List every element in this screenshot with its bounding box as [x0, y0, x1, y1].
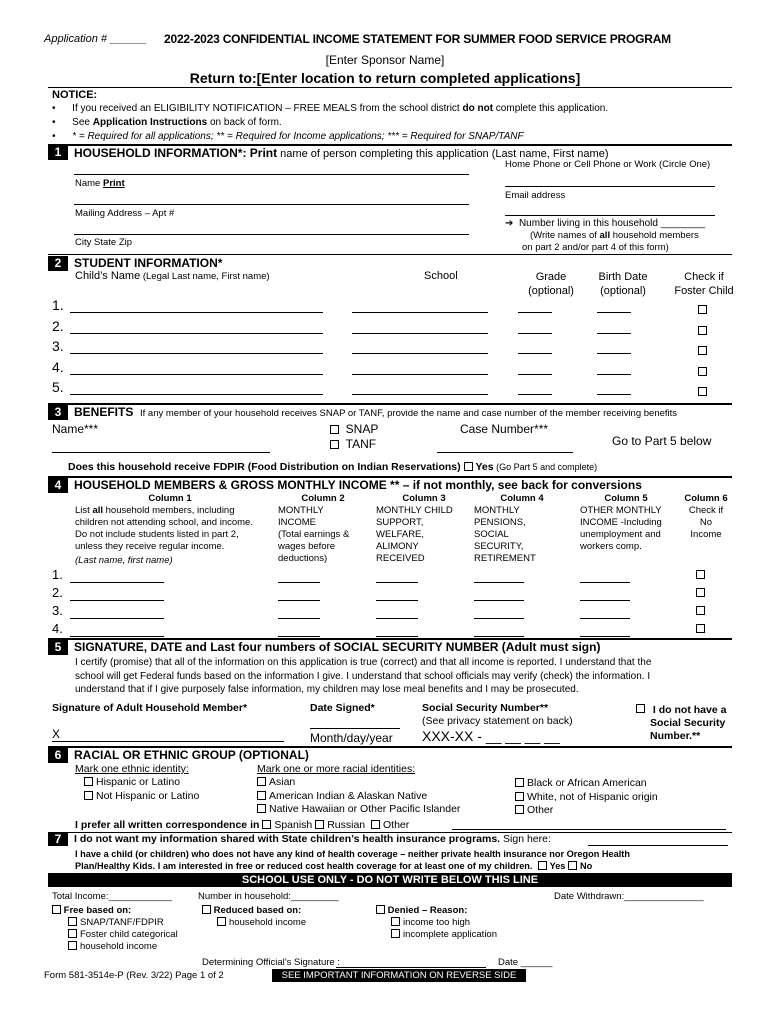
column-5-header: Column 5 OTHER MONTHLY INCOME -Including unemployment and workers comp. — [580, 493, 662, 552]
member-row-number: 3. — [52, 603, 63, 618]
student-grade-field[interactable] — [518, 374, 552, 375]
health-coverage-text: I have a child (or children) who does not have any kind of health coverage – neither private health insurance nor Oregon Health Plan/Healthy Kids. I am interested in free or reduced cost health coverage for at least one of my children. Yes No — [75, 849, 630, 871]
student-school-field[interactable] — [352, 374, 488, 375]
race-other[interactable]: Other — [515, 804, 553, 816]
no-ssn-checkbox[interactable] — [636, 704, 645, 715]
student-birth-date-field[interactable] — [597, 353, 631, 354]
section-2-title: STUDENT INFORMATION* — [74, 256, 223, 270]
student-birth-date-field[interactable] — [597, 374, 631, 375]
section-6-title: RACIAL OR ETHNIC GROUP (OPTIONAL) — [74, 748, 309, 762]
monthly-income-field[interactable] — [278, 618, 320, 619]
pensions-field[interactable] — [474, 582, 524, 583]
section-4-title: HOUSEHOLD MEMBERS & GROSS MONTHLY INCOME ** – if not monthly, see back for conversions — [74, 478, 642, 492]
certification-text: I certify (promise) that all of the information on this application is true (correct) and that all income is reported. I understand that the school will get Federal funds based on the information I give. I understand that school officials may verify (check) the information. I understand that if I give purposely false information, my children may lose meal benefits and I may be prosecuted. — [75, 657, 652, 695]
other-language-field[interactable] — [452, 829, 726, 830]
go-to-part-5: Go to Part 5 below — [612, 434, 712, 448]
other-income-field[interactable] — [580, 582, 630, 583]
member-row-number: 1. — [52, 567, 63, 582]
race-black[interactable]: Black or African American — [515, 777, 647, 789]
race-asian[interactable]: Asian — [257, 776, 295, 788]
benefits-name-label: Name*** — [52, 422, 99, 436]
section-2-number: 2 — [48, 256, 68, 271]
mailing-address-field[interactable] — [74, 204, 469, 205]
no-income-checkbox[interactable] — [696, 606, 705, 617]
student-birth-date-field[interactable] — [597, 394, 631, 395]
phone-label: Home Phone or Cell Phone or Work (Circle One) — [505, 159, 711, 170]
no-income-checkbox[interactable] — [696, 624, 705, 635]
ssn-privacy-note: (See privacy statement on back) — [422, 715, 573, 727]
student-name-field[interactable] — [70, 353, 323, 354]
total-income[interactable]: Total Income:____________ — [52, 891, 172, 902]
language-preference: I prefer all written correspondence in Spanish Russian Other — [75, 819, 410, 831]
fdpir-yes-checkbox[interactable] — [464, 462, 473, 471]
sponsor-name: [Enter Sponsor Name] — [325, 53, 445, 67]
ethnic-hispanic[interactable]: Hispanic or Latino — [84, 776, 180, 788]
foster-child-checkbox[interactable] — [698, 326, 707, 337]
section-7-number: 7 — [48, 833, 68, 846]
email-field[interactable] — [505, 215, 715, 216]
signature-field[interactable] — [52, 741, 284, 742]
race-native-hawaiian[interactable]: Native Hawaiian or Other Pacific Islander — [257, 803, 460, 815]
denied-options — [391, 917, 497, 941]
member-name-field[interactable] — [70, 618, 164, 619]
student-row-number: 4. — [52, 358, 64, 375]
denied-income-too-high[interactable]: income too high — [391, 917, 497, 929]
student-grade-field[interactable] — [518, 394, 552, 395]
official-date[interactable]: Date ______ — [498, 957, 553, 968]
notice-item-2: • See Application Instructions on back of form. — [52, 117, 282, 128]
city-state-zip-label: City State Zip — [75, 237, 133, 248]
section-7-title: I do not want my information shared with State children’s health insurance programs. Sign here: — [74, 833, 551, 845]
number-living[interactable]: ➔ Number living in this household ________ — [505, 218, 706, 229]
foster-child-checkbox[interactable] — [698, 305, 707, 316]
tanf-option[interactable]: TANF — [330, 437, 376, 451]
monthly-income-field[interactable] — [278, 600, 320, 601]
case-number-label: Case Number*** — [460, 422, 549, 436]
student-school-field[interactable] — [352, 353, 488, 354]
denied-reason[interactable]: Denied – Reason: — [376, 905, 467, 916]
student-row-number: 3. — [52, 338, 64, 354]
date-withdrawn[interactable]: Date Withdrawn:_______________ — [554, 891, 704, 902]
foster-child-checkbox[interactable] — [698, 387, 707, 398]
free-based-on[interactable]: Free based on: — [52, 905, 131, 916]
member-row-number: 2. — [52, 585, 63, 600]
signature-label: Signature of Adult Household Member* — [52, 702, 248, 714]
grade-header: Grade (optional) — [528, 271, 574, 297]
other-income-field[interactable] — [580, 600, 630, 601]
child-support-field[interactable] — [376, 636, 418, 637]
free-foster[interactable]: Foster child categorical — [68, 929, 178, 941]
form-title: 2022-2023 CONFIDENTIAL INCOME STATEMENT FOR SUMMER FOOD SERVICE PROGRAM — [164, 32, 671, 46]
email-label: Email address — [505, 190, 566, 201]
birth-date-header: Birth Date (optional) — [598, 271, 648, 297]
race-white[interactable]: White, not of Hispanic origin — [515, 791, 658, 803]
student-grade-field[interactable] — [518, 353, 552, 354]
student-name-field[interactable] — [70, 394, 323, 395]
section-3-title: BENEFITS If any member of your household receives SNAP or TANF, provide the name and case number of the member receiving benefits — [74, 405, 678, 419]
student-name-field[interactable] — [70, 374, 323, 375]
arrow-icon: ➔ — [505, 218, 514, 229]
denied-incomplete[interactable]: incomplete application — [391, 929, 497, 941]
section-5-title: SIGNATURE, DATE and Last four numbers of SOCIAL SECURITY NUMBER (Adult must sign) — [74, 640, 601, 654]
signature-x: X — [52, 727, 61, 741]
monthly-income-field[interactable] — [278, 636, 320, 637]
number-in-household[interactable]: Number in household:_________ — [198, 891, 339, 902]
foster-child-checkbox[interactable] — [698, 346, 707, 357]
student-row-number: 5. — [52, 379, 64, 395]
other-income-field[interactable] — [580, 636, 630, 637]
notice-item-3: • * = Required for all applications; ** = Required for Income applications; *** = Required for SNAP/TANF — [52, 131, 524, 142]
pensions-field[interactable] — [474, 600, 524, 601]
monthly-income-field[interactable] — [278, 582, 320, 583]
student-birth-date-field[interactable] — [597, 333, 631, 334]
free-options — [68, 917, 178, 953]
foster-child-checkbox[interactable] — [698, 367, 707, 378]
phone-field[interactable] — [505, 186, 715, 187]
date-signed-label: Date Signed* — [310, 702, 375, 714]
column-2-header: Column 2 MONTHLY INCOME (Total earnings & wages before deductions) — [278, 493, 350, 564]
free-snap[interactable]: SNAP/TANF/FDPIR — [68, 917, 178, 929]
reduced-based-on[interactable]: Reduced based on: — [202, 905, 301, 916]
school-use-bar: SCHOOL USE ONLY - DO NOT WRITE BELOW THIS LINE — [48, 873, 732, 887]
tanf-checkbox[interactable] — [330, 440, 339, 449]
snap-option[interactable]: SNAP — [330, 422, 378, 436]
child-name-header: Child’s Name (Legal Last name, First name) — [75, 270, 270, 282]
fdpir-question[interactable]: Does this household receive FDPIR (Food Distribution on Indian Reservations) Yes (Go Part 5 and complete) — [68, 461, 598, 473]
child-support-field[interactable] — [376, 582, 418, 583]
ethnic-identity-heading: Mark one ethnic identity: — [75, 763, 189, 775]
student-name-field[interactable] — [70, 312, 323, 313]
application-number-label: Application # ______ — [44, 33, 147, 45]
snap-checkbox[interactable] — [330, 425, 339, 434]
ssn-label: Social Security Number** — [422, 702, 549, 714]
reduced-household-income[interactable]: household income — [217, 917, 306, 928]
member-name-field[interactable] — [70, 636, 164, 637]
notice-heading: NOTICE: — [52, 89, 98, 101]
column-3-header: Column 3 MONTHLY CHILD SUPPORT, WELFARE, ALIMONY RECEIVED — [376, 493, 453, 564]
case-number-field[interactable] — [437, 452, 573, 453]
form-number: Form 581-3514e-P (Rev. 3/22) Page 1 of 2 — [44, 970, 224, 981]
racial-identity-heading: Mark one or more racial identities: — [257, 763, 416, 775]
student-row-number: 2. — [52, 317, 64, 334]
name-field[interactable] — [74, 174, 469, 175]
date-format: Month/day/year — [310, 731, 393, 745]
official-signature-field[interactable] — [336, 967, 486, 968]
section-6-number: 6 — [48, 748, 68, 763]
section-1-title: HOUSEHOLD INFORMATION*: Print name of person completing this application (Last name, First name) — [74, 146, 609, 160]
section-4-number: 4 — [48, 478, 68, 493]
member-row-number: 4. — [52, 621, 63, 636]
column-6-header: Column 6 Check if No Income — [684, 493, 728, 540]
reverse-side-banner: SEE IMPORTANT INFORMATION ON REVERSE SIDE — [272, 969, 526, 982]
date-signed-field[interactable] — [310, 728, 400, 729]
section-3-number: 3 — [48, 405, 68, 420]
student-row-number: 1. — [52, 297, 64, 313]
name-label: Name Print — [75, 178, 125, 189]
write-names-note-2: on part 2 and/or part 4 of this form) — [522, 242, 669, 253]
no-income-checkbox[interactable] — [696, 570, 705, 581]
write-names-note: (Write names of all household members — [530, 230, 699, 241]
ssn-field[interactable]: XXX-XX - __ __ __ __ — [422, 728, 560, 744]
coverage-yes-checkbox[interactable] — [538, 861, 547, 870]
race-american-indian[interactable]: American Indian & Alaskan Native — [257, 790, 427, 802]
member-name-field[interactable] — [70, 600, 164, 601]
school-header: School — [424, 270, 458, 282]
child-support-field[interactable] — [376, 618, 418, 619]
other-language-checkbox[interactable] — [371, 820, 380, 829]
other-income-field[interactable] — [580, 618, 630, 619]
official-signature-label: Determining Official’s Signature : — [202, 957, 340, 968]
coverage-no-checkbox[interactable] — [568, 861, 577, 870]
member-name-field[interactable] — [70, 582, 164, 583]
ethnic-not-hispanic[interactable]: Not Hispanic or Latino — [84, 790, 199, 802]
column-1-header: Column 1 List all household members, including children not attending school, and income. Do not include students listed in part 2, unless they receive regular income. (Last name, first name) — [75, 493, 253, 566]
child-support-field[interactable] — [376, 600, 418, 601]
section-1-number: 1 — [48, 145, 68, 160]
student-name-field[interactable] — [70, 333, 323, 334]
student-birth-date-field[interactable] — [597, 312, 631, 313]
no-income-checkbox[interactable] — [696, 588, 705, 599]
student-school-field[interactable] — [352, 312, 488, 313]
return-to: Return to:[Enter location to return completed applications] — [189, 70, 581, 86]
benefits-name-field[interactable] — [52, 452, 270, 453]
pensions-field[interactable] — [474, 636, 524, 637]
no-ssn-label: I do not have a Social Security Number.** — [650, 704, 727, 742]
student-school-field[interactable] — [352, 394, 488, 395]
column-4-header: Column 4 MONTHLY PENSIONS, SOCIAL SECURITY, RETIREMENT — [474, 493, 544, 564]
city-state-zip-field[interactable] — [74, 234, 469, 235]
pensions-field[interactable] — [474, 618, 524, 619]
notice-item-1: • If you received an ELIGIBILITY NOTIFICATION – FREE MEALS from the school district do not complete this application. — [52, 103, 609, 114]
free-household-income[interactable]: household income — [68, 941, 178, 953]
sign-here-field[interactable] — [588, 845, 728, 846]
section-5-number: 5 — [48, 640, 68, 655]
foster-child-header: Check if Foster Child — [674, 271, 734, 297]
student-grade-field[interactable] — [518, 333, 552, 334]
student-grade-field[interactable] — [518, 312, 552, 313]
russian-checkbox[interactable] — [315, 820, 324, 829]
student-school-field[interactable] — [352, 333, 488, 334]
mailing-address-label: Mailing Address – Apt # — [75, 208, 175, 219]
spanish-checkbox[interactable] — [262, 820, 271, 829]
